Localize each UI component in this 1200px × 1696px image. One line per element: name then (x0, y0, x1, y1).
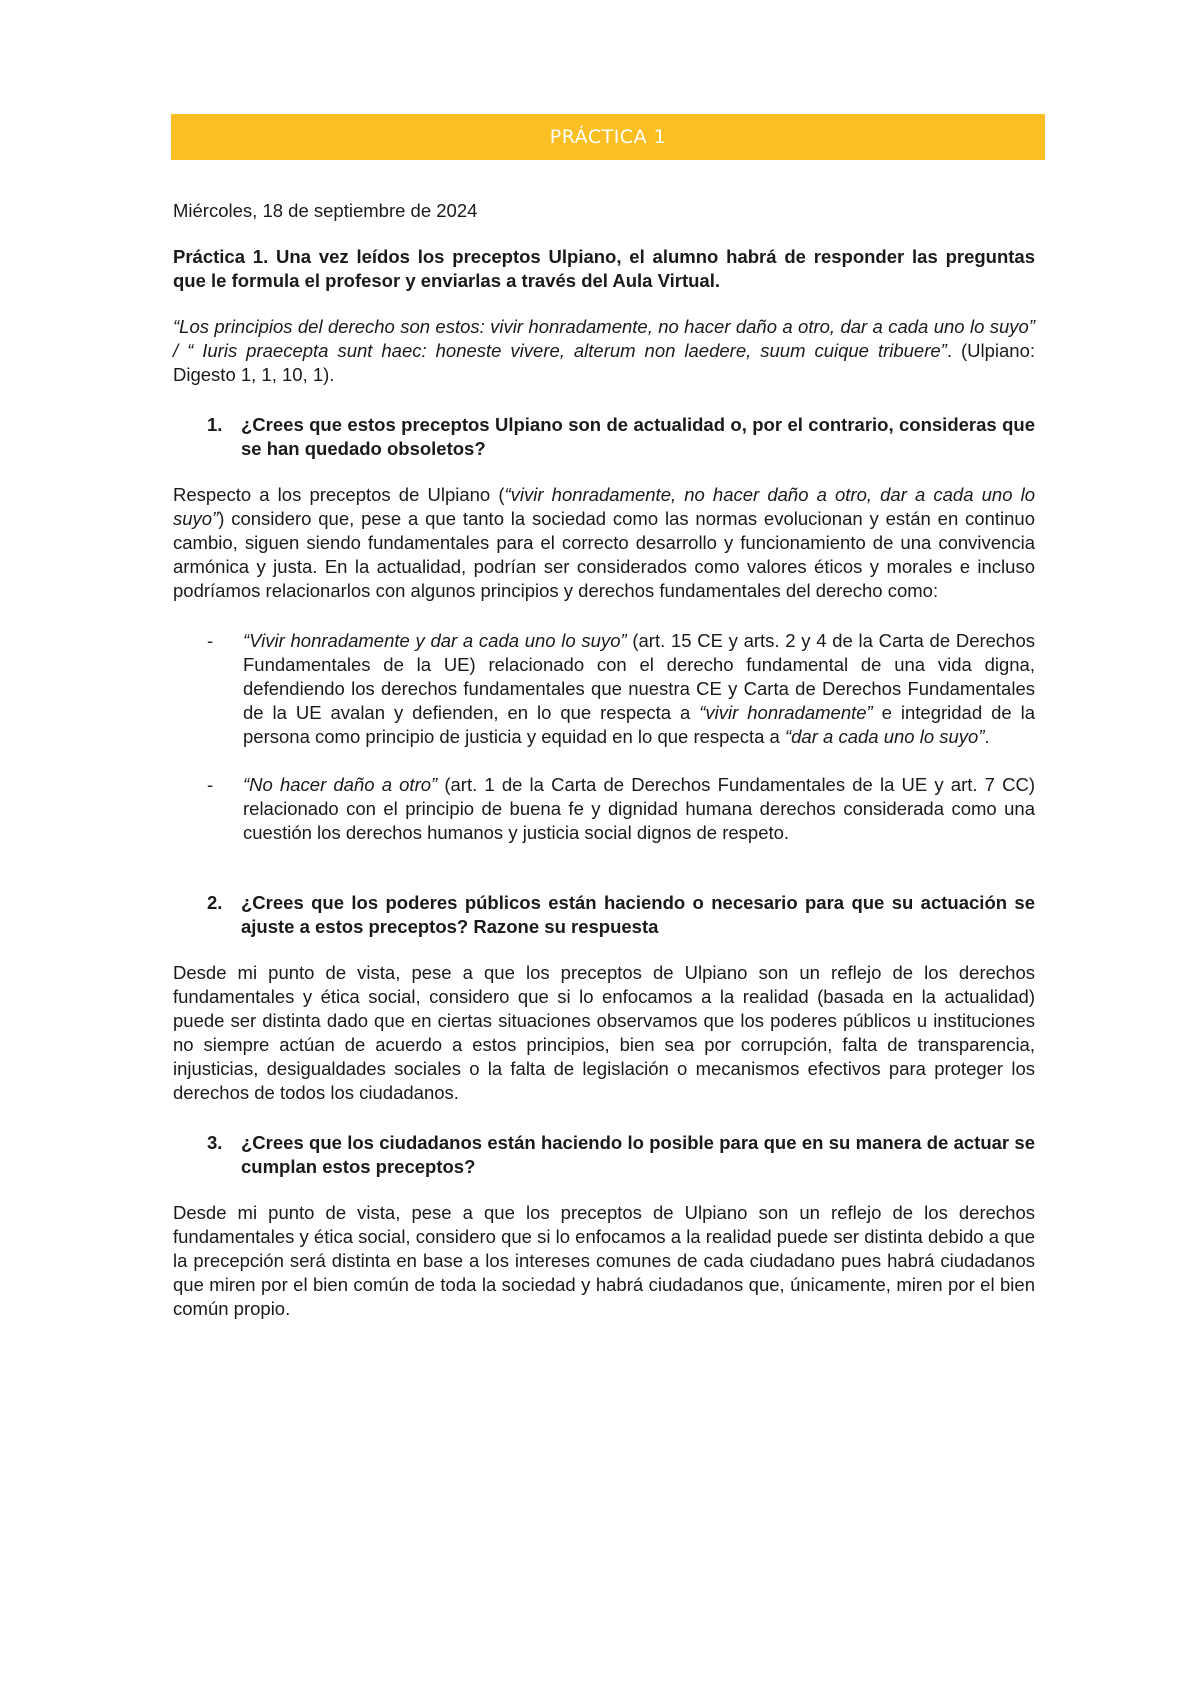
answer-1-paragraph (173, 483, 1035, 603)
answer-1-lead: Respecto a los preceptos de Ulpiano ( (173, 484, 505, 505)
question-text: ¿Crees que estos preceptos Ulpiano son de actualidad o, por el contrario, consideras que se han quedado obsoletos? (241, 414, 1035, 459)
document-date: Miércoles, 18 de septiembre de 2024 (173, 200, 478, 221)
question-text: ¿Crees que los ciudadanos están haciendo lo posible para que en su manera de actuar se cumplan estos preceptos? (241, 1132, 1035, 1177)
question-number: 1. (207, 414, 223, 435)
answer-1-lead-quote: “vivir honradamente, no hacer daño a otro, dar a cada uno lo suyo” (173, 484, 1035, 529)
bullet-body: . (984, 726, 990, 747)
list-item (173, 629, 1035, 749)
answer-3-paragraph: Desde mi punto de vista, pese a que los preceptos de Ulpiano son un reflejo de los derechos fundamentales y ética social, considero que si lo enfocamos a la realidad puede ser distinta debido a que la precepción será distinta en base a los intereses comunes de cada ciudadano pues habrá ciudadanos que miren por el bien común de toda la sociedad y habrá ciudadanos que, únicamente, miren por el bien común propio. (173, 1202, 1035, 1319)
bullet-quote: “vivir honradamente” (699, 702, 873, 723)
question-1 (173, 413, 1035, 461)
bullet-body: (art. 1 de la Carta de Derechos Fundamentales de la UE y art. 7 CC) relacionado con el principio de buena fe y dignidad humana derechos considerada como una cuestión los derechos humanos y justicia social dignos de respeto. (243, 774, 1035, 843)
exercise-intro: Práctica 1. Una vez leídos los preceptos Ulpiano, el alumno habrá de responder las preguntas que le formula el profesor y enviarlas a través del Aula Virtual. (173, 246, 1035, 291)
bullet-quote: “Vivir honradamente y dar a cada uno lo suyo” (243, 630, 627, 651)
bullet-text (243, 629, 1035, 749)
question-text: ¿Crees que los poderes públicos están haciendo o necesario para que su actuación se ajuste a estos preceptos? Razone su respuesta (241, 892, 1035, 937)
bullet-body: e integridad de la persona como principio de justicia y equidad en lo que respecta a (243, 702, 1035, 747)
page-title-banner (171, 114, 1045, 160)
bullet-quote: “No hacer daño a otro” (243, 774, 438, 795)
question-number: 2. (207, 892, 223, 913)
spacer (173, 869, 1035, 891)
question-2 (173, 891, 1035, 939)
quote-citation: . (Ulpiano: Digesto 1, 1, 10, 1). (173, 340, 1035, 385)
page-title: PRÁCTICA 1 (549, 126, 667, 148)
bullet-body: (art. 15 CE y arts. 2 y 4 de la Carta de Derechos Fundamentales de la UE) relacionado con el derecho fundamental de una vida digna, defendiendo los derechos fundamentales que nuestra CE y Carta de Derechos Fundamentales de la UE avalan y defienden, en lo que respecta a (243, 630, 1036, 723)
answer-2-paragraph: Desde mi punto de vista, pese a que los preceptos de Ulpiano son un reflejo de los derechos fundamentales y ética social, considero que si lo enfocamos a la realidad (basada en la actualidad) puede ser distinta dado que en ciertas situaciones observamos que los poderes públicos u instituciones no siempre actúan de acuerdo a estos principios, bien sea por corrupción, falta de transparencia, injusticias, desigualdades sociales o la falta de legislación o mecanismos efectivos para proteger los derechos de todos los ciudadanos. (173, 962, 1035, 1103)
bullet-dash: - (207, 774, 214, 795)
question-3 (173, 1131, 1035, 1179)
ulpiano-quote (173, 315, 1035, 387)
bullet-quote: “dar a cada uno lo suyo” (784, 726, 985, 747)
list-item (173, 773, 1035, 845)
bullet-text (243, 773, 1035, 845)
document-body (173, 199, 1035, 1347)
bullet-dash: - (207, 630, 214, 651)
question-number: 3. (207, 1132, 223, 1153)
answer-1-rest: ) considero que, pese a que tanto la sociedad como las normas evolucionan y están en continuo cambio, siguen siendo fundamentales para el correcto desarrollo y funcionamiento de una convivencia armónica y justa. En la actualidad, podrían ser considerados como valores éticos y morales e incluso podríamos relacionarlos con algunos principios y derechos fundamentales del derecho como: (173, 508, 1035, 601)
quote-text: “Los principios del derecho son estos: vivir honradamente, no hacer daño a otro, dar a cada uno lo suyo” / “ Iuris praecepta sunt haec: honeste vivere, alterum non laedere, suum cuique tribuere” (173, 316, 1035, 361)
